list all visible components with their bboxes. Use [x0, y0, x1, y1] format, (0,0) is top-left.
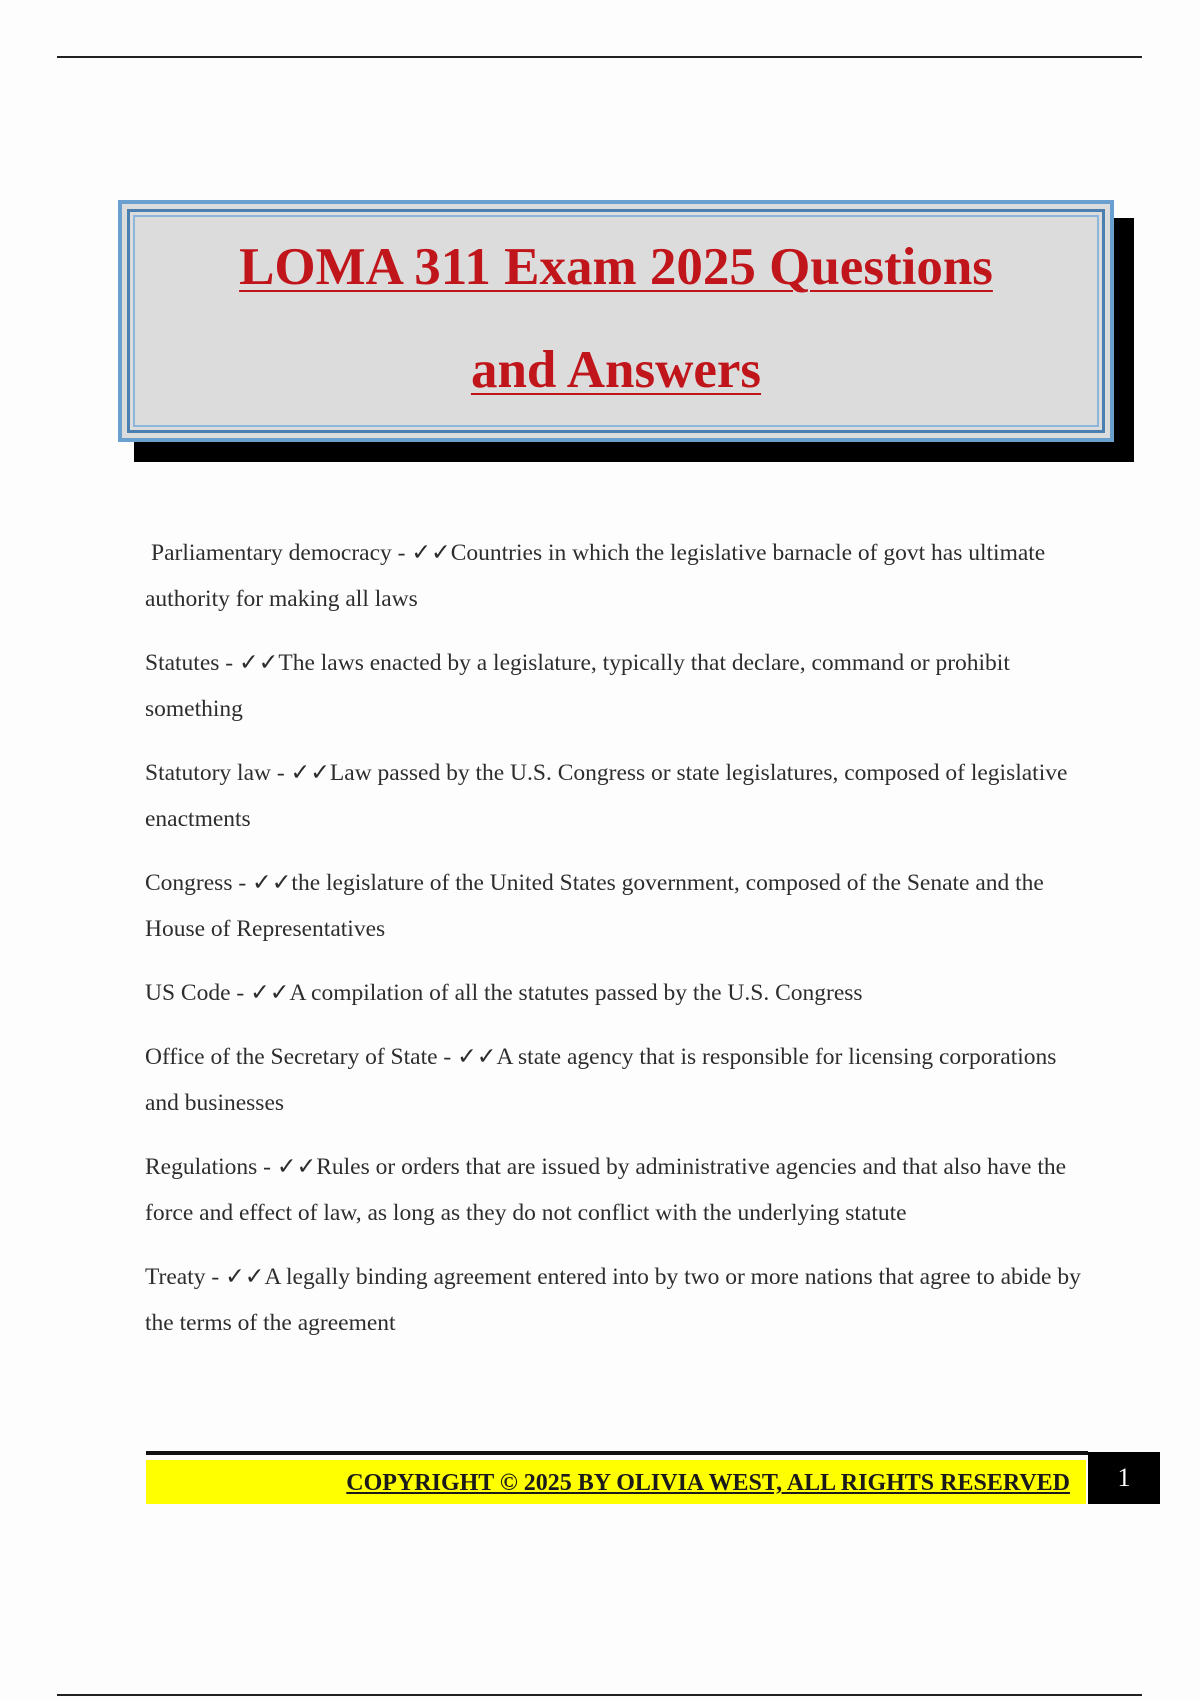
qa-entry: Regulations - ✓✓Rules or orders that are issued by administrative agencies and that also have the force and effect of law, as long as they do not conflict with the underlying statute	[145, 1154, 1067, 1226]
title-line-1: LOMA 311 Exam 2025 Questions	[239, 238, 993, 296]
header-rule	[57, 56, 1142, 58]
qa-list	[145, 530, 1090, 1364]
qa-entry: Treaty - ✓✓A legally binding agreement entered into by two or more nations that agree to abide by the terms of the agreement	[145, 1264, 1081, 1336]
footer-rule	[146, 1451, 1088, 1455]
document-title	[118, 216, 1114, 422]
qa-entry: Office of the Secretary of State - ✓✓A state agency that is responsible for licensing corporations and businesses	[145, 1044, 1057, 1116]
qa-entry: Statutes - ✓✓The laws enacted by a legislature, typically that declare, command or prohibit something	[145, 650, 1010, 722]
qa-entry: Parliamentary democracy - ✓✓Countries in which the legislative barnacle of govt has ultimate authority for making all laws	[145, 540, 1046, 612]
page-number: 1	[1088, 1452, 1160, 1504]
title-line-2: and Answers	[470, 341, 762, 399]
qa-entry: Congress - ✓✓the legislature of the United States government, composed of the Senate and the House of Representatives	[145, 870, 1044, 942]
qa-entry: US Code - ✓✓A compilation of all the statutes passed by the U.S. Congress	[145, 980, 863, 1006]
qa-entry: Statutory law - ✓✓Law passed by the U.S. Congress or state legislatures, composed of legislative enactments	[145, 760, 1068, 832]
bottom-rule	[57, 1694, 1142, 1696]
copyright-notice: COPYRIGHT © 2025 BY OLIVIA WEST, ALL RIGHTS RESERVED	[346, 1470, 1070, 1496]
